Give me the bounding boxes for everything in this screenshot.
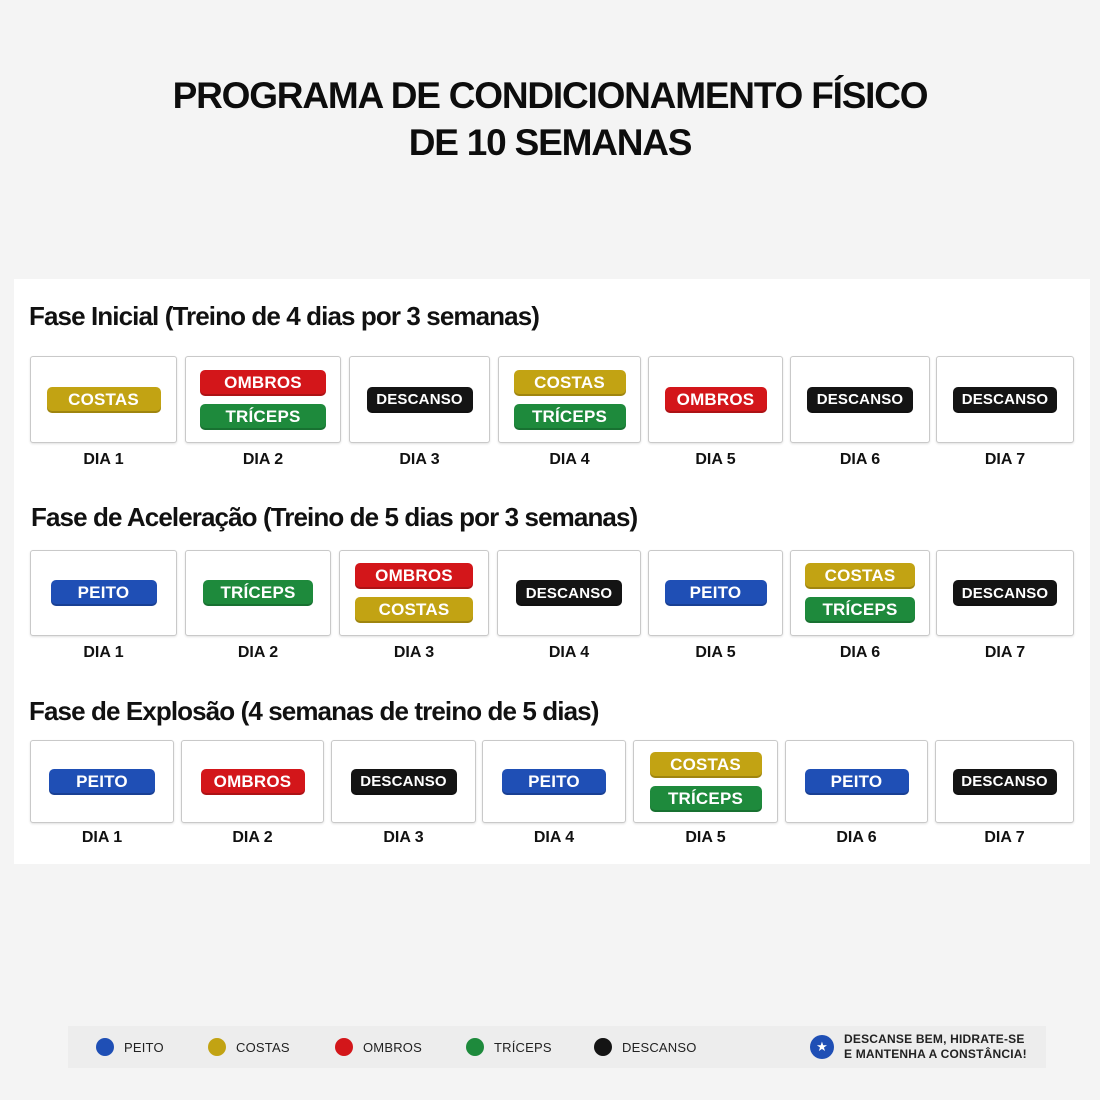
day-label: DIA 3 [399, 451, 440, 468]
day-card [30, 356, 177, 443]
schedule-board [14, 279, 1090, 864]
day-card [482, 740, 626, 823]
day-card [185, 550, 331, 636]
legend-label: TRÍCEPS [494, 1039, 552, 1055]
note-line-2: E MANTENHA A CONSTÂNCIA! [844, 1047, 1027, 1061]
tag-costas: COSTAS [805, 563, 915, 589]
tag-ombros: OMBROS [665, 387, 767, 413]
legend-item-triceps [466, 1038, 552, 1056]
legend-item-peito [96, 1038, 164, 1056]
day-label: DIA 4 [549, 451, 590, 468]
day-label: DIA 5 [695, 451, 736, 468]
day-card [790, 356, 930, 443]
day-label: DIA 2 [242, 451, 284, 468]
tag-descanso: DESCANSO [367, 387, 473, 413]
day-card [936, 356, 1074, 443]
day-card [181, 740, 324, 823]
tag-peito: PEITO [49, 769, 155, 795]
day-label: DIA 3 [393, 644, 435, 661]
peito-dot [96, 1038, 114, 1056]
legend-label: COSTAS [236, 1039, 290, 1055]
day-card [349, 356, 490, 443]
tag-list [936, 741, 1073, 822]
tag-list [791, 357, 929, 442]
day-label: DIA 2 [232, 829, 273, 846]
note-line-1: DESCANSE BEM, HIDRATE-SE [844, 1032, 1025, 1046]
tag-list [937, 551, 1073, 635]
tag-list [340, 551, 488, 635]
day-card [30, 550, 177, 636]
tag-list [186, 551, 330, 635]
day-label: DIA 1 [83, 451, 124, 468]
tag-ombros: OMBROS [355, 563, 473, 589]
day-label: DIA 3 [383, 829, 424, 846]
day-card [331, 740, 476, 823]
tag-descanso: DESCANSO [953, 580, 1057, 606]
descanso-dot [594, 1038, 612, 1056]
day-card [648, 550, 783, 636]
tag-triceps: TRÍCEPS [203, 580, 313, 606]
tag-descanso: DESCANSO [953, 387, 1057, 413]
tag-descanso: DESCANSO [351, 769, 457, 795]
legend [68, 1026, 1046, 1068]
tag-list [483, 741, 625, 822]
tag-list [786, 741, 927, 822]
tag-list [31, 741, 173, 822]
tag-descanso: DESCANSO [807, 387, 913, 413]
tag-costas: COSTAS [650, 752, 762, 778]
tag-list [332, 741, 475, 822]
tag-list [350, 357, 489, 442]
day-card [935, 740, 1074, 823]
phase-title: Fase Inicial (Treino de 4 dias por 3 semanas) [29, 301, 540, 331]
day-card [633, 740, 778, 823]
day-card [648, 356, 783, 443]
day-card [785, 740, 928, 823]
legend-item-ombros [335, 1038, 422, 1056]
tag-ombros: OMBROS [201, 769, 305, 795]
tag-list [498, 551, 640, 635]
phase-title: Fase de Explosão (4 semanas de treino de 5 dias) [29, 696, 599, 726]
day-label: DIA 2 [237, 644, 279, 661]
tag-descanso: DESCANSO [953, 769, 1057, 795]
tag-costas: COSTAS [514, 370, 626, 396]
day-card [30, 740, 174, 823]
tag-list [791, 551, 929, 635]
day-label: DIA 4 [548, 644, 590, 661]
note-text [844, 1032, 1027, 1062]
legend-label: DESCANSO [622, 1039, 697, 1055]
day-label: DIA 5 [695, 644, 736, 661]
tag-peito: PEITO [665, 580, 767, 606]
day-card [498, 356, 641, 443]
tag-list [634, 741, 777, 822]
star-icon: ★ [810, 1035, 834, 1059]
tag-descanso: DESCANSO [516, 580, 622, 606]
tag-list [31, 551, 176, 635]
costas-dot [208, 1038, 226, 1056]
day-label: DIA 7 [984, 644, 1026, 661]
day-label: DIA 6 [839, 451, 881, 468]
tag-triceps: TRÍCEPS [805, 597, 915, 623]
day-card [936, 550, 1074, 636]
page-title [0, 72, 1100, 166]
tag-triceps: TRÍCEPS [200, 404, 326, 430]
day-card [497, 550, 641, 636]
legend-label: OMBROS [363, 1039, 422, 1055]
tag-list [937, 357, 1073, 442]
tag-list [649, 551, 782, 635]
tag-list [499, 357, 640, 442]
legend-label: PEITO [124, 1039, 164, 1055]
title-line-2: DE 10 SEMANAS [408, 122, 692, 163]
day-label: DIA 4 [533, 829, 575, 846]
day-label: DIA 6 [836, 829, 877, 846]
day-label: DIA 6 [839, 644, 881, 661]
legend-item-costas [208, 1038, 290, 1056]
phase-title: Fase de Aceleração (Treino de 5 dias por 3 semanas) [31, 502, 638, 532]
day-label: DIA 5 [685, 829, 726, 846]
tag-ombros: OMBROS [200, 370, 326, 396]
title-line-1: PROGRAMA DE CONDICIONAMENTO FÍSICO [172, 75, 928, 116]
tag-peito: PEITO [502, 769, 606, 795]
tag-list [31, 357, 176, 442]
ombros-dot [335, 1038, 353, 1056]
tag-costas: COSTAS [47, 387, 161, 413]
triceps-dot [466, 1038, 484, 1056]
tag-triceps: TRÍCEPS [650, 786, 762, 812]
legend-item-descanso [594, 1038, 697, 1056]
day-label: DIA 1 [81, 829, 123, 846]
day-label: DIA 7 [984, 451, 1026, 468]
tag-costas: COSTAS [355, 597, 473, 623]
day-card [790, 550, 930, 636]
tag-list [649, 357, 782, 442]
tag-peito: PEITO [51, 580, 157, 606]
tag-list [186, 357, 340, 442]
tag-list [182, 741, 323, 822]
day-card [339, 550, 489, 636]
tag-triceps: TRÍCEPS [514, 404, 626, 430]
legend-note [810, 1032, 1027, 1062]
day-card [185, 356, 341, 443]
day-label: DIA 1 [83, 644, 124, 661]
tag-peito: PEITO [805, 769, 909, 795]
day-label: DIA 7 [984, 829, 1025, 846]
